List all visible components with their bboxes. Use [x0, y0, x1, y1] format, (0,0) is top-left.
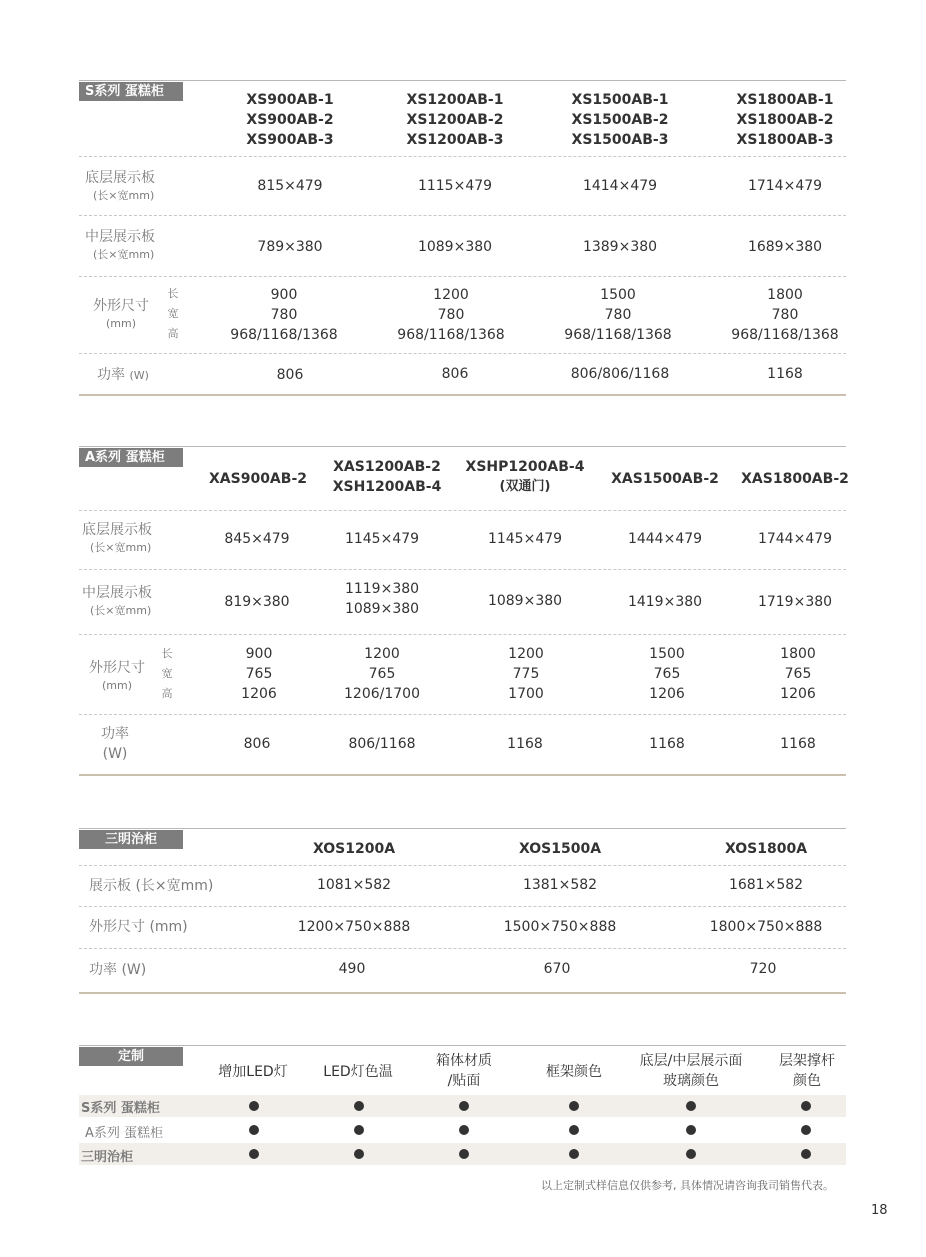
custom-column-header: LED灯色温 [323, 1064, 393, 1080]
a-series-tag: A系列 蛋糕柜 [79, 448, 183, 467]
s-dimension-values: 1800 780 968/1168/1368 [731, 287, 839, 343]
a-dimension-values: 1800 765 1206 [780, 646, 816, 702]
s-model-col-2: XS1200AB-1 XS1200AB-2 XS1200AB-3 [406, 92, 504, 148]
page-number: 18 [871, 1203, 888, 1218]
bullet-icon [569, 1101, 579, 1111]
sandwich-dimension-value: 1500×750×888 [503, 919, 617, 935]
a-power-value: 806/1168 [348, 736, 416, 752]
bullet-icon [459, 1149, 469, 1159]
s-series-tag: S系列 蛋糕柜 [79, 82, 183, 101]
sandwich-board-value: 1681×582 [728, 877, 804, 893]
s-bottom-value: 815×479 [257, 178, 323, 194]
a-dimension-letters: 长 宽 高 [161, 647, 173, 700]
sandwich-power-value: 720 [749, 961, 777, 977]
custom-header-row [79, 1045, 846, 1093]
custom-column-header: 箱体材质 /贴面 [436, 1053, 492, 1089]
a-dimension-row [79, 634, 846, 715]
s-dimension-values: 900 780 968/1168/1368 [230, 287, 338, 343]
a-middle-value: 1719×380 [757, 594, 833, 610]
s-series-header-row [79, 80, 846, 157]
a-bottom-value: 845×479 [224, 531, 290, 547]
sandwich-model: XOS1800A [724, 841, 808, 857]
a-bottom-value: 1744×479 [757, 531, 833, 547]
a-dimension-label: 外形尺寸 (mm) [89, 660, 145, 692]
s-middle-value: 789×380 [257, 239, 323, 255]
a-dimension-values: 900 765 1206 [241, 646, 277, 702]
s-bottom-value: 1115×479 [417, 178, 493, 194]
s-bottom-value: 1414×479 [582, 178, 658, 194]
sandwich-power-value: 490 [338, 961, 366, 977]
custom-row-label: A系列 蛋糕柜 [85, 1126, 164, 1141]
custom-row-s-series [79, 1095, 846, 1117]
sandwich-dimension-label: 外形尺寸 (mm) [89, 919, 188, 935]
a-middle-value: 1089×380 [487, 593, 563, 609]
a-series-header-row [79, 446, 849, 511]
footnote: 以上定制式样信息仅供参考, 具体情况请咨询我司销售代表。 [541, 1179, 834, 1192]
s-power-value: 806/806/1168 [570, 366, 670, 382]
sandwich-dimension-value: 1800×750×888 [709, 919, 823, 935]
s-bottom-value: 1714×479 [747, 178, 823, 194]
a-bottom-value: 1145×479 [344, 531, 420, 547]
sandwich-model: XOS1200A [312, 841, 396, 857]
s-model-col-1: XS900AB-1 XS900AB-2 XS900AB-3 [246, 92, 334, 148]
custom-row-label: S系列 蛋糕柜 [81, 1101, 160, 1116]
sandwich-board-value: 1381×582 [522, 877, 598, 893]
s-dimension-values: 1200 780 968/1168/1368 [397, 287, 505, 343]
bullet-icon [354, 1125, 364, 1135]
sandwich-dimension-row [79, 906, 846, 949]
bullet-icon [354, 1149, 364, 1159]
a-model-col-1: XAS900AB-2 [209, 471, 307, 487]
custom-column-header: 底层/中层展示面 玻璃颜色 [639, 1053, 743, 1089]
bullet-icon [249, 1149, 259, 1159]
a-model-col-5: XAS1800AB-2 [741, 471, 849, 487]
sandwich-power-label: 功率 (W) [89, 962, 147, 978]
sandwich-power-value: 670 [543, 961, 571, 977]
a-middle-value: 1419×380 [627, 594, 703, 610]
bullet-icon [686, 1101, 696, 1111]
sandwich-table [79, 828, 846, 996]
custom-column-header: 框架颜色 [546, 1064, 602, 1080]
custom-row-a-series [79, 1119, 846, 1141]
s-model-col-3: XS1500AB-1 XS1500AB-2 XS1500AB-3 [571, 92, 669, 148]
custom-row-sandwich [79, 1143, 846, 1165]
a-middle-board-label: 中层展示板 (长×宽mm) [82, 585, 152, 617]
s-dimension-letters: 长 宽 高 [167, 287, 179, 340]
sandwich-tag: 三明治柜 [79, 830, 183, 849]
a-bottom-value: 1444×479 [627, 531, 703, 547]
sandwich-board-label: 展示板 (长×宽mm) [89, 878, 214, 894]
sandwich-board-value: 1081×582 [316, 877, 392, 893]
a-model-col-3: XSHP1200AB-4 (双通门) [465, 459, 585, 494]
a-power-value: 1168 [780, 736, 816, 752]
a-middle-value: 1119×380 1089×380 [344, 581, 420, 617]
s-dimension-label: 外形尺寸 (mm) [93, 298, 149, 330]
bullet-icon [686, 1149, 696, 1159]
bullet-icon [249, 1101, 259, 1111]
custom-tag: 定制 [79, 1047, 183, 1066]
a-power-value: 806 [243, 736, 271, 752]
a-bottom-board-label: 底层展示板 (长×宽mm) [82, 522, 152, 554]
a-power-row [79, 714, 846, 776]
s-power-row [79, 353, 846, 396]
sandwich-power-row [79, 948, 846, 992]
s-middle-board-row [79, 215, 846, 277]
bullet-icon [686, 1125, 696, 1135]
bullet-icon [569, 1149, 579, 1159]
a-bottom-value: 1145×479 [487, 531, 563, 547]
s-middle-board-label: 中层展示板 (长×宽mm) [85, 229, 155, 261]
s-dimension-row [79, 276, 846, 354]
s-power-value: 1168 [767, 366, 803, 382]
sandwich-model: XOS1500A [518, 841, 602, 857]
bullet-icon [459, 1125, 469, 1135]
a-series-table [79, 446, 849, 778]
s-bottom-board-label: 底层展示板 (长×宽mm) [85, 170, 155, 202]
custom-column-header: 层架撑杆 颜色 [779, 1053, 835, 1089]
s-dimension-values: 1500 780 968/1168/1368 [564, 287, 672, 343]
s-power-label: 功率 (W) [97, 367, 149, 383]
sandwich-board-row [79, 865, 846, 907]
bullet-icon [354, 1101, 364, 1111]
s-middle-value: 1389×380 [582, 239, 658, 255]
a-bottom-board-row [79, 510, 846, 570]
bullet-icon [801, 1149, 811, 1159]
s-model-col-4: XS1800AB-1 XS1800AB-2 XS1800AB-3 [736, 92, 834, 148]
s-power-value: 806 [441, 366, 469, 382]
bullet-icon [801, 1125, 811, 1135]
bullet-icon [459, 1101, 469, 1111]
a-model-col-4: XAS1500AB-2 [611, 471, 719, 487]
s-bottom-board-row [79, 156, 846, 216]
a-dimension-values: 1200 765 1206/1700 [344, 646, 420, 702]
bullet-icon [801, 1101, 811, 1111]
a-middle-value: 819×380 [224, 594, 290, 610]
bullet-icon [569, 1125, 579, 1135]
sandwich-header-row [79, 828, 846, 866]
a-power-label: 功率 (W) [101, 726, 129, 762]
a-power-value: 1168 [649, 736, 685, 752]
a-model-col-2: XAS1200AB-2 XSH1200AB-4 [332, 459, 442, 495]
s-middle-value: 1689×380 [747, 239, 823, 255]
custom-column-header: 增加LED灯 [218, 1064, 288, 1080]
s-series-table [79, 80, 846, 398]
a-middle-board-row [79, 569, 846, 635]
bullet-icon [249, 1125, 259, 1135]
sandwich-dimension-value: 1200×750×888 [297, 919, 411, 935]
custom-table [79, 1045, 846, 1167]
s-power-value: 806 [276, 367, 304, 383]
a-dimension-values: 1500 765 1206 [649, 646, 685, 702]
s-middle-value: 1089×380 [417, 239, 493, 255]
a-power-value: 1168 [507, 736, 543, 752]
custom-row-label: 三明治柜 [81, 1150, 134, 1165]
a-dimension-values: 1200 775 1700 [508, 646, 544, 702]
